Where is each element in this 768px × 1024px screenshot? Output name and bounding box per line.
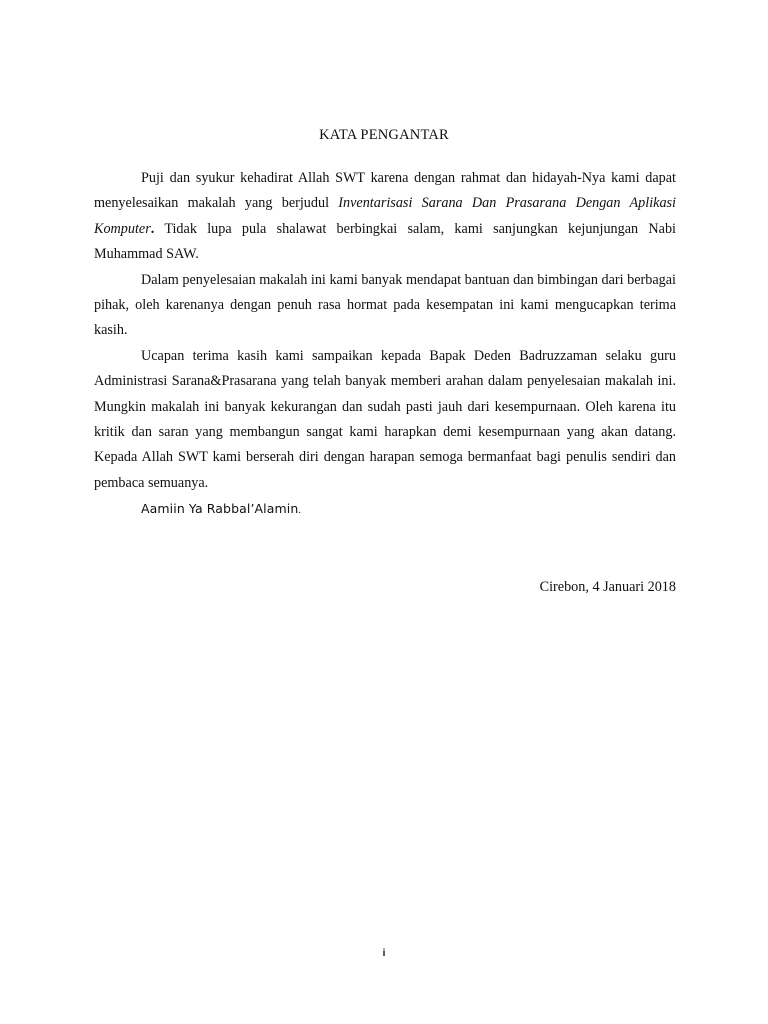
paragraph-1-intro: Puji dan syukur kehadirat Allah SWT karena dengan rahmat dan hidayah-Nya kami dapat menyelesaikan makalah yang berjudul bbox=[94, 170, 676, 212]
paragraph-1-rest: Tidak lupa pula shalawat berbingkai salam, kami sanjungkan kejunjungan Nabi Muhammad SAW. bbox=[94, 220, 676, 263]
closing-punct: . bbox=[298, 505, 301, 517]
document-body bbox=[94, 166, 676, 524]
closing-text: Aamiin Ya Rabbal’Alamin bbox=[141, 501, 299, 517]
paper-title-period: . bbox=[150, 220, 155, 237]
page-title: KATA PENGANTAR bbox=[319, 127, 449, 143]
paper-title-italic: Inventarisasi Sarana Dan Prasarana Dengan Aplikasi Komputer bbox=[94, 195, 676, 237]
paragraph-3: Ucapan terima kasih kami sampaikan kepada Bapak Deden Badruzzaman selaku guru Administrasi Sarana&Prasarana yang telah banyak memberi arahan dalam penyelesaian makalah ini. Mungkin makalah ini banyak kekurangan dan sudah pasti jauh dari kesempurnaan. Oleh karena itu kritik dan saran yang membangun sangat kami harapkan demi kesempurnaan yang akan datang. Kepada Allah SWT kami berserah diri dengan harapan semoga bermanfaat bagi penulis sendiri dan pembaca semuanya. bbox=[94, 347, 676, 491]
place-date: Cirebon, 4 Januari 2018 bbox=[539, 579, 676, 595]
paragraph-2: Dalam penyelesaian makalah ini kami banyak mendapat bantuan dan bimbingan dari berbagai pihak, oleh karenanya dengan penuh rasa hormat pada kesempatan ini kami mengucapkan terima kasih. bbox=[94, 271, 676, 339]
page-number: i bbox=[382, 948, 386, 959]
closing-line bbox=[94, 496, 676, 523]
paragraph-1 bbox=[94, 166, 676, 268]
